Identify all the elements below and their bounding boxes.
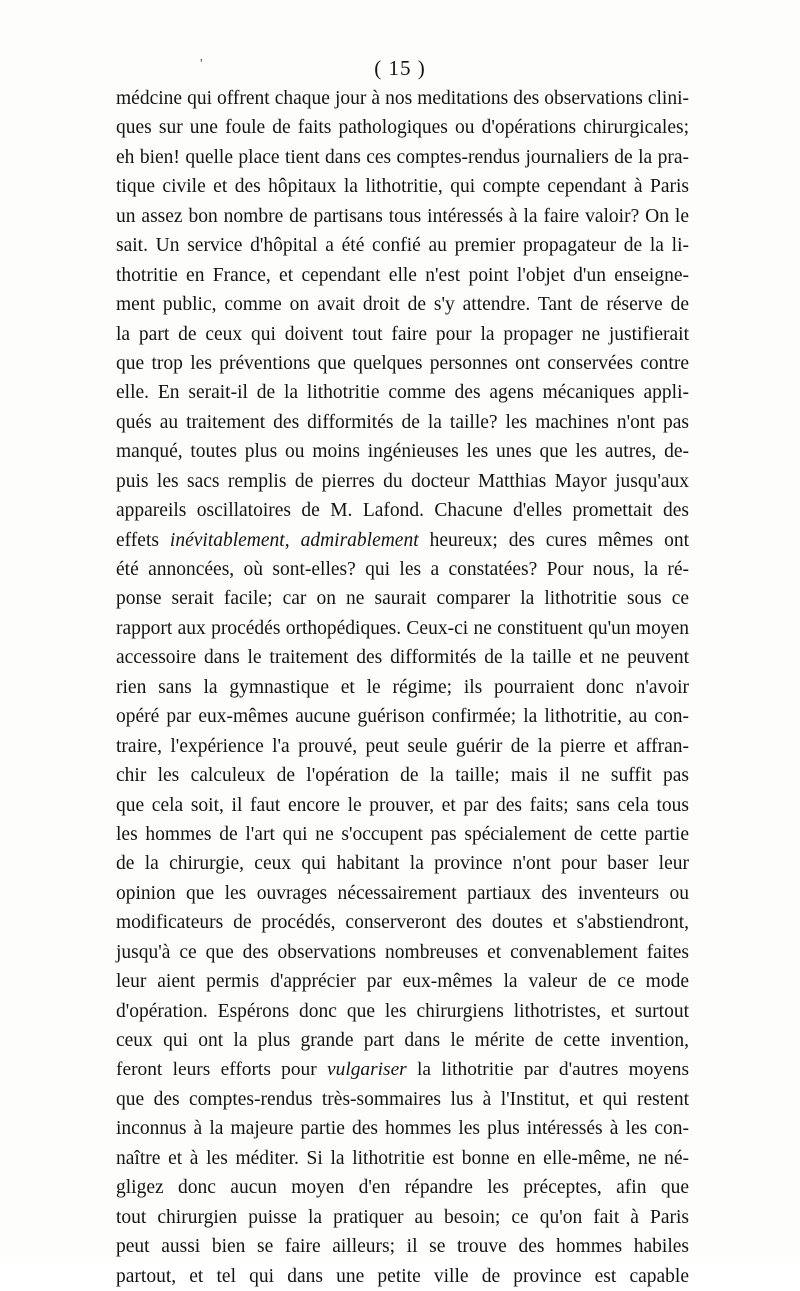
- text-line: traire, l'expérience l'a prouvé, peut seule guérir de la pierre et affran-: [116, 735, 689, 757]
- text-run: la lithotritie par d'autres moyens: [406, 1059, 689, 1081]
- text-line: [116, 1055, 689, 1084]
- text-line: qués au traitement des difformités de la taille? les machines n'ont pas: [116, 411, 689, 433]
- text-line: thotritie en France, et cependant elle n'est point l'objet d'un enseigne-: [116, 264, 689, 286]
- text-line: naître et à les méditer. Si la lithotritie est bonne en elle-même, ne né-: [116, 1147, 689, 1169]
- text-line: elle. En serait-il de la lithotritie comme des agens mécaniques appli-: [116, 382, 689, 404]
- text-line: puis les sacs remplis de pierres du docteur Matthias Mayor jusqu'aux: [116, 470, 689, 492]
- text-line: peut aussi bien se faire ailleurs; il se trouve des hommes habiles: [116, 1236, 689, 1258]
- text-line: médcine qui offrent chaque jour à nos meditations des observations clini-: [116, 88, 689, 109]
- text-line: appareils oscillatoires de M. Lafond. Chacune d'elles promettait des: [116, 500, 689, 522]
- text-run: ,: [284, 529, 301, 551]
- text-line: que des comptes-rendus très-sommaires lus à l'Institut, et qui restent: [116, 1088, 689, 1110]
- italic-text: vulgariser: [327, 1059, 407, 1081]
- text-line: d'opération. Espérons donc que les chirurgiens lithotristes, et surtout: [116, 1000, 689, 1022]
- stray-mark: ': [200, 57, 203, 72]
- text-line: leur aient permis d'apprécier par eux-mêmes la valeur de ce mode: [116, 971, 689, 993]
- text-line: que cela soit, il faut encore le prouver, et par des faits; sans cela tous: [116, 794, 689, 816]
- text-run: effets: [116, 529, 170, 551]
- text-line: sait. Un service d'hôpital a été confié au premier propagateur de la li-: [116, 235, 689, 257]
- text-line: que trop les préventions que quelques personnes ont conservées contre: [116, 352, 689, 374]
- text-line: rien sans la gymnastique et le régime; ils pourraient donc n'avoir: [116, 676, 689, 698]
- text-line: un assez bon nombre de partisans tous intéressés à la faire valoir? On le: [116, 205, 689, 227]
- text-line: la part de ceux qui doivent tout faire pour la propager ne justifierait: [116, 323, 689, 345]
- text-line: [116, 526, 689, 555]
- text-line: tique civile et des hôpitaux la lithotritie, qui compte cependant à Paris: [116, 176, 689, 198]
- text-line: ment public, comme on avait droit de s'y attendre. Tant de réserve de: [116, 294, 689, 316]
- text-line: ponse serait facile; car on ne saurait comparer la lithotritie sous ce: [116, 588, 689, 610]
- text-line: eh bien! quelle place tient dans ces comptes-rendus journaliers de la pra-: [116, 146, 689, 168]
- text-line: rapport aux procédés orthopédiques. Ceux-ci ne constituent qu'un moyen: [116, 617, 689, 639]
- text-line: chir les calculeux de l'opération de la taille; mais il ne suffit pas: [116, 765, 689, 787]
- text-run: feront leurs efforts pour: [116, 1059, 328, 1081]
- text-line: accessoire dans le traitement des difformités de la taille et ne peuvent: [116, 647, 689, 669]
- text-line: les hommes de l'art qui ne s'occupent pas spécialement de cette partie: [116, 823, 689, 845]
- text-line: opinion que les ouvrages nécessairement partiaux des inventeurs ou: [116, 882, 689, 904]
- text-line: opéré par eux-mêmes aucune guérison confirmée; la lithotritie, au con-: [116, 706, 689, 728]
- text-line: manqué, toutes plus ou moins ingénieuses les unes que les autres, de-: [116, 441, 689, 463]
- text-run: heureux; des cures mêmes ont: [418, 529, 689, 551]
- text-line: de la chirurgie, ceux qui habitant la province n'ont pour baser leur: [116, 853, 689, 875]
- italic-text: inévitablement: [169, 529, 285, 551]
- text-line: modificateurs de procédés, conserveront des doutes et s'abstiendront,: [116, 912, 689, 934]
- text-line: tout chirurgien puisse la pratiquer au besoin; ce qu'on fait à Paris: [116, 1206, 689, 1228]
- text-line: ques sur une foule de faits pathologiques ou d'opérations chirurgicales;: [116, 117, 689, 139]
- body-text: [116, 84, 689, 1291]
- text-line: été annoncées, où sont-elles? qui les a constatées? Pour nous, la ré-: [116, 559, 689, 580]
- text-line: jusqu'à ce que des observations nombreuses et convenablement faites: [116, 941, 689, 963]
- text-line: inconnus à la majeure partie des hommes les plus intéressés à les con-: [116, 1118, 689, 1140]
- text-line: partout, et tel qui dans une petite ville de province est capable: [116, 1265, 689, 1287]
- page-number: ( 15 ): [374, 56, 426, 80]
- italic-text: admirablement: [300, 529, 419, 551]
- text-line: gligez donc aucun moyen d'en répandre les préceptes, afin que: [116, 1177, 689, 1199]
- text-line: ceux qui ont la plus grande part dans le mérite de cette invention,: [116, 1030, 689, 1051]
